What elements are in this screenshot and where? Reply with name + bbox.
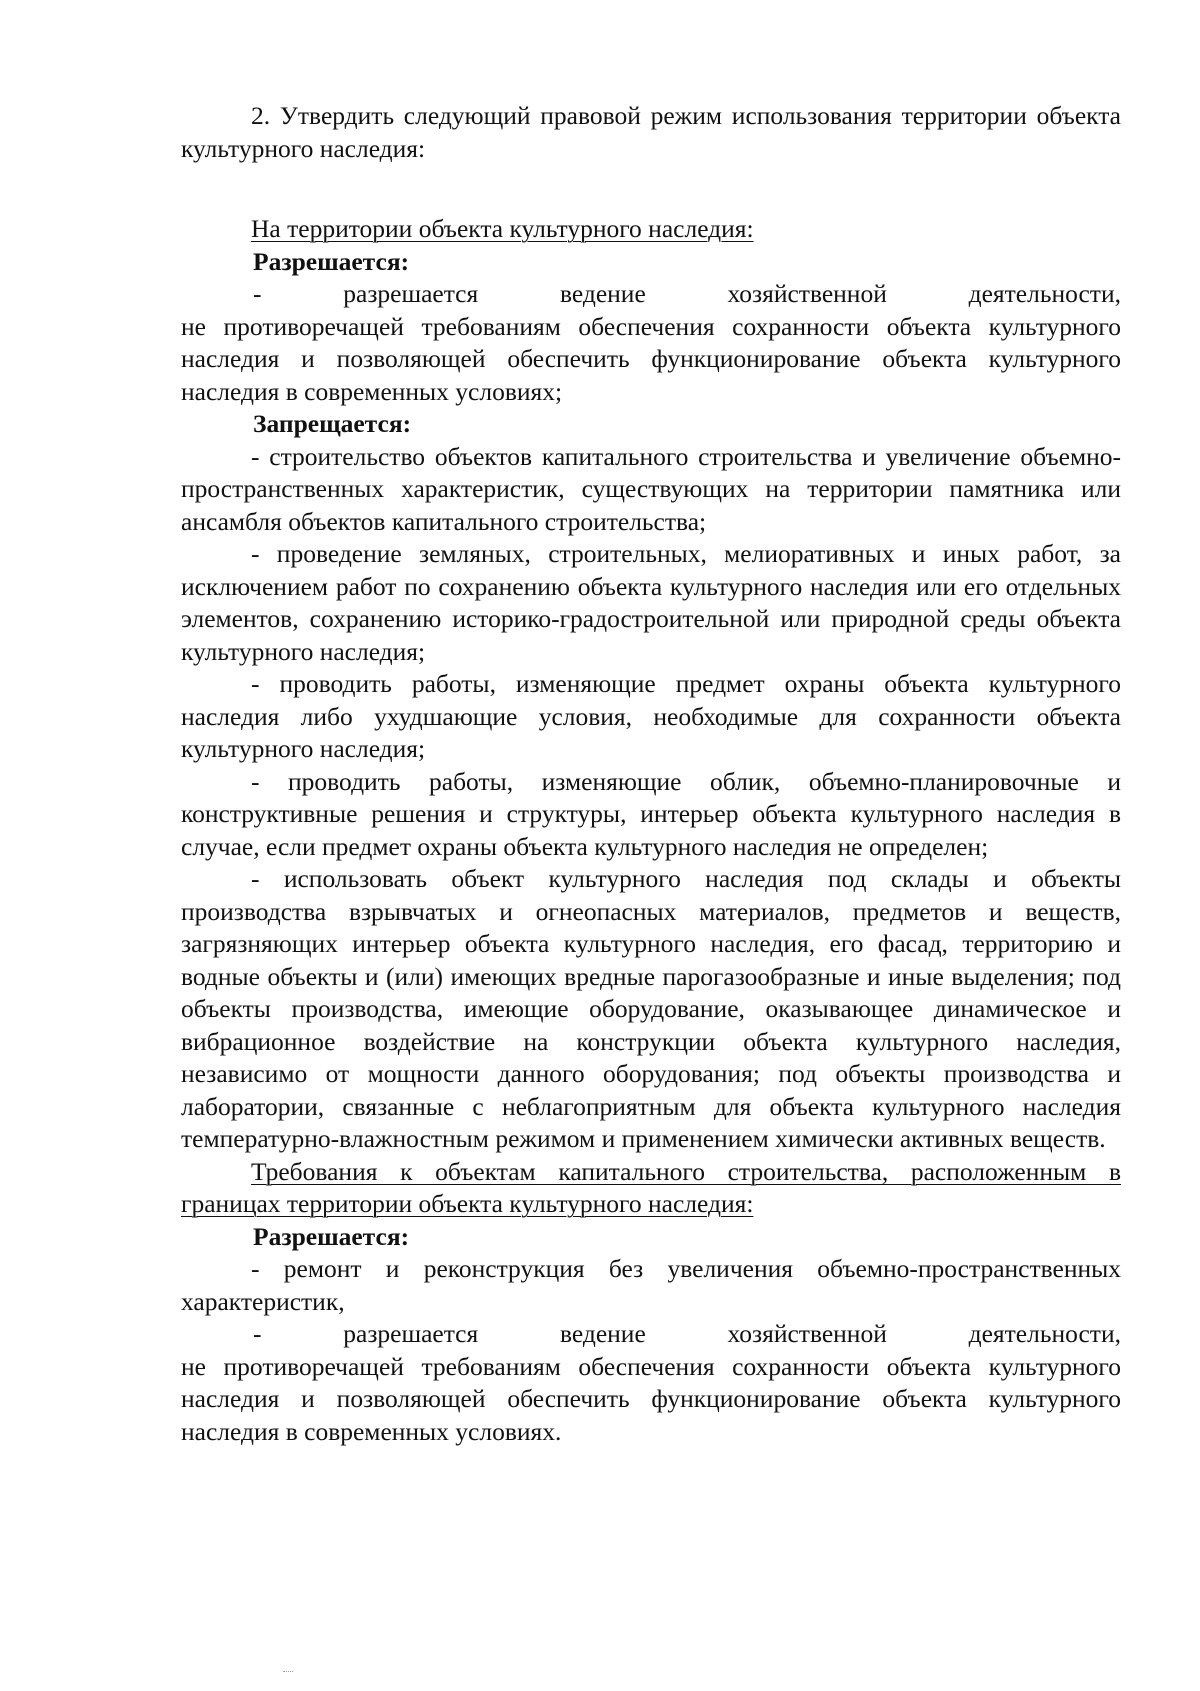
spacer bbox=[181, 165, 1121, 213]
word: разрешается bbox=[343, 1319, 479, 1348]
forbidden-item-5: - использовать объект культурного наследия под склады и объекты производства взрывчатых и огнеопасных материалов, предметов и веществ, загрязняющих интерьер объекта культурного наследия, его фасад, территорию и водные объекты и (или) имеющих вредные парогазообразные и иные выделения; под объекты производства, имеющие оборудование, оказывающее динамическое и вибрационное воздействие на конструкции объекта культурного наследия, независимо от мощности данного оборудования; под объекты производства и лаборатории, связанные с неблагоприятным для объекта культурного наследия температурно-влажностным режимом и применением химически активных веществ. bbox=[181, 864, 1121, 1153]
forbidden-item-2: - проведение земляных, строительных, мелиоративных и иных работ, за исключением работ по сохранению объекта культурного наследия или его отдельных элементов, сохранению историко-градостроительной или природной среды объекта культурного наследия; bbox=[181, 539, 1121, 666]
word: хозяйственной bbox=[727, 1319, 887, 1348]
section2-heading: Требования к объектам капитального строительства, расположенным в границах территории объекта культурного наследия: bbox=[181, 1156, 1121, 1218]
word: - bbox=[253, 1319, 262, 1348]
word: ведение bbox=[559, 279, 646, 308]
forbidden-item-3: - проводить работы, изменяющие предмет охраны объекта культурного наследия либо ухудшающие условия, необходимые для сохранности объекта культурного наследия; bbox=[181, 669, 1121, 763]
word: деятельности, bbox=[968, 279, 1121, 308]
forbidden-item-1: - строительство объектов капитального строительства и увеличение объемно-пространственных характеристик, существующих на территории памятника или ансамбля объектов капитального строительства; bbox=[181, 441, 1121, 536]
section1-forbidden-label: Запрещается: bbox=[253, 409, 412, 438]
section1-allowed-label: Разрешается: bbox=[253, 246, 410, 276]
word: хозяйственной bbox=[727, 279, 887, 308]
word: разрешается bbox=[343, 279, 479, 308]
scan-speck bbox=[283, 1671, 293, 1675]
intro-paragraph: 2. Утвердить следующий правовой режим использования территории объекта культурного наследия: bbox=[181, 101, 1121, 163]
word: - bbox=[253, 279, 262, 308]
section1-heading: На территории объекта культурного наследия: bbox=[251, 214, 754, 243]
word: ведение bbox=[559, 1319, 646, 1348]
section2-allowed-first-line bbox=[181, 1318, 1121, 1351]
section1-allowed-first-line bbox=[181, 278, 1121, 311]
section1-allowed-text: не противоречащей требованиям обеспечения сохранности объекта культурного наследия и позволяющей обеспечить функционирование объекта культурного наследия в современных условиях; bbox=[181, 311, 1121, 406]
word: деятельности, bbox=[968, 1319, 1121, 1348]
section2-allowed-text: не противоречащей требованиям обеспечения сохранности объекта культурного наследия и позволяющей обеспечить функционирование объекта культурного наследия в современных условиях. bbox=[181, 1351, 1121, 1446]
section2-allowed-item-1: - ремонт и реконструкция без увеличения объемно-пространственных характеристик, bbox=[181, 1254, 1121, 1316]
forbidden-item-4: - проводить работы, изменяющие облик, объемно-планировочные и конструктивные решения и структуры, интерьер объекта культурного наследия в случае, если предмет охраны объекта культурного наследия не определен; bbox=[181, 766, 1121, 861]
section2-allowed-label: Разрешается: bbox=[253, 1221, 410, 1251]
